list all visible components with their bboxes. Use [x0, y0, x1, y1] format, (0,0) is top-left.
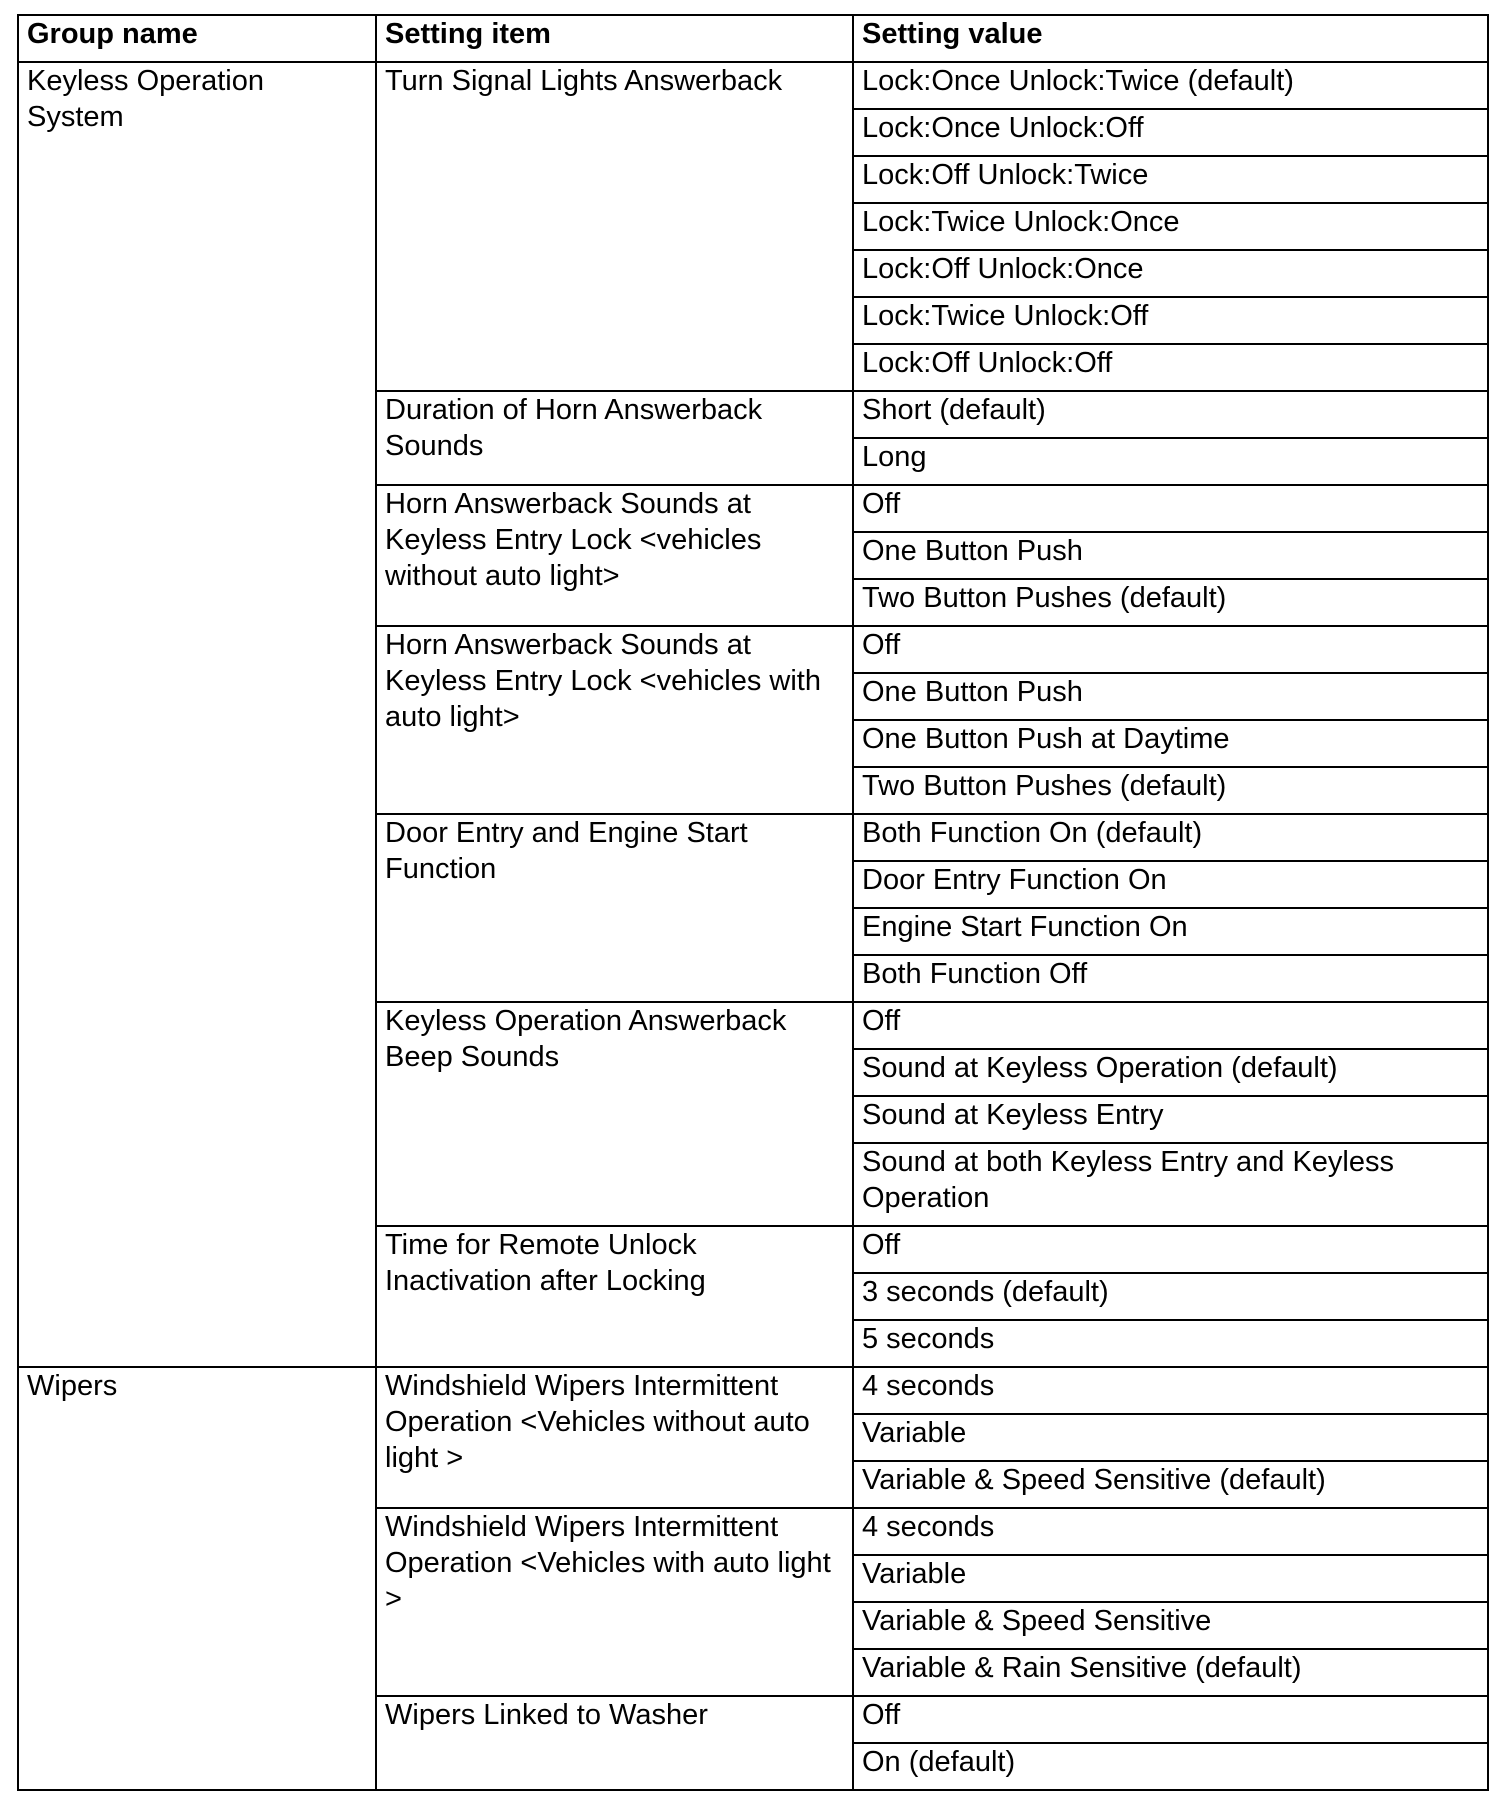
header-setting-value: Setting value	[853, 15, 1488, 62]
setting-value-cell: Variable & Rain Sensitive (default)	[853, 1649, 1488, 1696]
setting-value-cell: Both Function Off	[853, 955, 1488, 1002]
setting-value-cell: Off	[853, 485, 1488, 532]
setting-value-cell: 4 seconds	[853, 1367, 1488, 1414]
setting-value-cell: One Button Push at Daytime	[853, 720, 1488, 767]
setting-value-cell: Variable & Speed Sensitive (default)	[853, 1461, 1488, 1508]
setting-value-cell: Short (default)	[853, 391, 1488, 438]
setting-value-cell: 5 seconds	[853, 1320, 1488, 1367]
setting-value-cell: Off	[853, 1002, 1488, 1049]
setting-value-cell: Off	[853, 1226, 1488, 1273]
setting-item-cell: Windshield Wipers Intermittent Operation <Vehicles without auto light >	[376, 1367, 853, 1508]
setting-item-cell: Duration of Horn Answerback Sounds	[376, 391, 853, 485]
table-header	[18, 15, 1488, 62]
table-row	[18, 62, 1488, 109]
setting-value-cell: Long	[853, 438, 1488, 485]
header-setting-item: Setting item	[376, 15, 853, 62]
setting-item-cell: Wipers Linked to Washer	[376, 1696, 853, 1790]
setting-item-cell: Time for Remote Unlock Inactivation after Locking	[376, 1226, 853, 1367]
setting-value-cell: On (default)	[853, 1743, 1488, 1790]
setting-value-cell: Lock:Off Unlock:Off	[853, 344, 1488, 391]
header-row	[18, 15, 1488, 62]
settings-table	[17, 14, 1489, 1791]
setting-item-cell: Turn Signal Lights Answerback	[376, 62, 853, 391]
setting-value-cell: Lock:Once Unlock:Off	[853, 109, 1488, 156]
setting-value-cell: Lock:Twice Unlock:Off	[853, 297, 1488, 344]
table-row	[18, 1367, 1488, 1414]
setting-value-cell: Lock:Off Unlock:Twice	[853, 156, 1488, 203]
setting-value-cell: Sound at both Keyless Entry and Keyless Operation	[853, 1143, 1488, 1226]
setting-value-cell: Engine Start Function On	[853, 908, 1488, 955]
setting-value-cell: Lock:Once Unlock:Twice (default)	[853, 62, 1488, 109]
setting-value-cell: One Button Push	[853, 673, 1488, 720]
setting-value-cell: Both Function On (default)	[853, 814, 1488, 861]
setting-item-cell: Door Entry and Engine Start Function	[376, 814, 853, 1002]
setting-value-cell: Door Entry Function On	[853, 861, 1488, 908]
group-name-cell: Keyless Operation System	[18, 62, 376, 1367]
setting-value-cell: Lock:Twice Unlock:Once	[853, 203, 1488, 250]
header-group-name: Group name	[18, 15, 376, 62]
setting-value-cell: Off	[853, 1696, 1488, 1743]
setting-value-cell: Variable	[853, 1555, 1488, 1602]
setting-value-cell: Sound at Keyless Operation (default)	[853, 1049, 1488, 1096]
setting-item-cell: Horn Answerback Sounds at Keyless Entry Lock <vehicles without auto light>	[376, 485, 853, 626]
table-body	[18, 62, 1488, 1790]
setting-value-cell: 4 seconds	[853, 1508, 1488, 1555]
setting-value-cell: Variable & Speed Sensitive	[853, 1602, 1488, 1649]
setting-value-cell: One Button Push	[853, 532, 1488, 579]
setting-item-cell: Keyless Operation Answerback Beep Sounds	[376, 1002, 853, 1226]
setting-value-cell: Two Button Pushes (default)	[853, 767, 1488, 814]
setting-value-cell: Lock:Off Unlock:Once	[853, 250, 1488, 297]
setting-value-cell: 3 seconds (default)	[853, 1273, 1488, 1320]
group-name-cell: Wipers	[18, 1367, 376, 1790]
setting-value-cell: Off	[853, 626, 1488, 673]
setting-item-cell: Windshield Wipers Intermittent Operation <Vehicles with auto light >	[376, 1508, 853, 1696]
setting-value-cell: Variable	[853, 1414, 1488, 1461]
setting-item-cell: Horn Answerback Sounds at Keyless Entry Lock <vehicles with auto light>	[376, 626, 853, 814]
setting-value-cell: Sound at Keyless Entry	[853, 1096, 1488, 1143]
setting-value-cell: Two Button Pushes (default)	[853, 579, 1488, 626]
